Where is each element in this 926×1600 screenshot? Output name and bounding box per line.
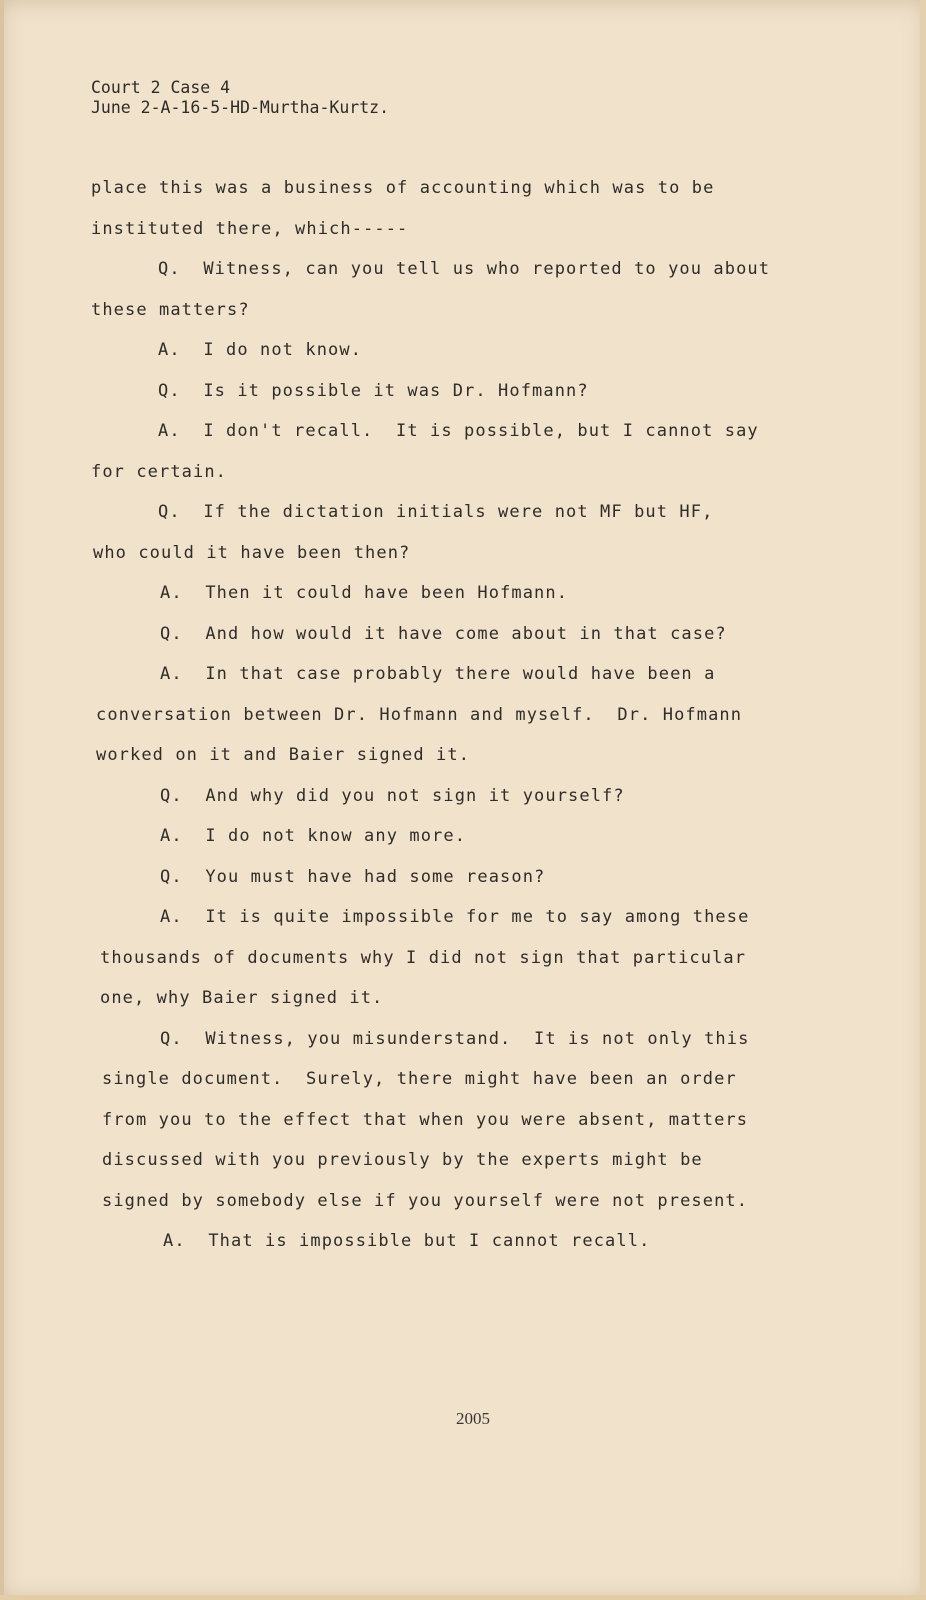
transcript-line: for certain. [91, 462, 228, 482]
transcript-line: instituted there, which----- [91, 219, 409, 239]
header-session-line: June 2-A-16-5-HD-Murtha-Kurtz. [91, 98, 390, 117]
transcript-line: one, why Baier signed it. [100, 988, 384, 1008]
paper-edge-bottom [0, 1595, 926, 1600]
transcript-line: Q. You must have had some reason? [160, 867, 546, 887]
paper-edge-left [0, 0, 4, 1600]
transcript-line: A. I do not know any more. [160, 826, 467, 846]
transcript-line: A. Then it could have been Hofmann. [160, 583, 569, 603]
transcript-line: place this was a business of accounting which was to be [91, 178, 715, 198]
transcript-line: Q. If the dictation initials were not MF but HF, [158, 502, 714, 522]
document-header [91, 78, 389, 118]
transcript-line: Q. Is it possible it was Dr. Hofmann? [158, 381, 589, 401]
transcript-line: worked on it and Baier signed it. [96, 745, 471, 765]
transcript-line: A. That is impossible but I cannot recall. [163, 1231, 651, 1251]
transcript-line: single document. Surely, there might have been an order [102, 1069, 737, 1089]
transcript-line: discussed with you previously by the experts might be [102, 1150, 703, 1170]
transcript-line: thousands of documents why I did not sign that particular [100, 948, 747, 968]
transcript-line: Q. Witness, you misunderstand. It is not only this [160, 1029, 750, 1049]
transcript-line: A. It is quite impossible for me to say among these [160, 907, 750, 927]
paper-edge-right [920, 0, 926, 1600]
transcript-line: Q. And why did you not sign it yourself? [160, 786, 625, 806]
transcript-line: A. I don't recall. It is possible, but I cannot say [158, 421, 759, 441]
transcript-line: Q. And how would it have come about in that case? [160, 624, 727, 644]
transcript-line: these matters? [91, 300, 250, 320]
header-case-line: Court 2 Case 4 [91, 78, 231, 97]
transcript-line: A. I do not know. [158, 340, 363, 360]
transcript-line: from you to the effect that when you were absent, matters [102, 1110, 749, 1130]
transcript-line: who could it have been then? [93, 543, 411, 563]
page-number: 2005 [456, 1409, 490, 1428]
transcript-line: conversation between Dr. Hofmann and myself. Dr. Hofmann [96, 705, 743, 725]
transcript-line: A. In that case probably there would have been a [160, 664, 716, 684]
transcript-line: signed by somebody else if you yourself were not present. [102, 1191, 749, 1211]
transcript-line: Q. Witness, can you tell us who reported to you about [158, 259, 771, 279]
